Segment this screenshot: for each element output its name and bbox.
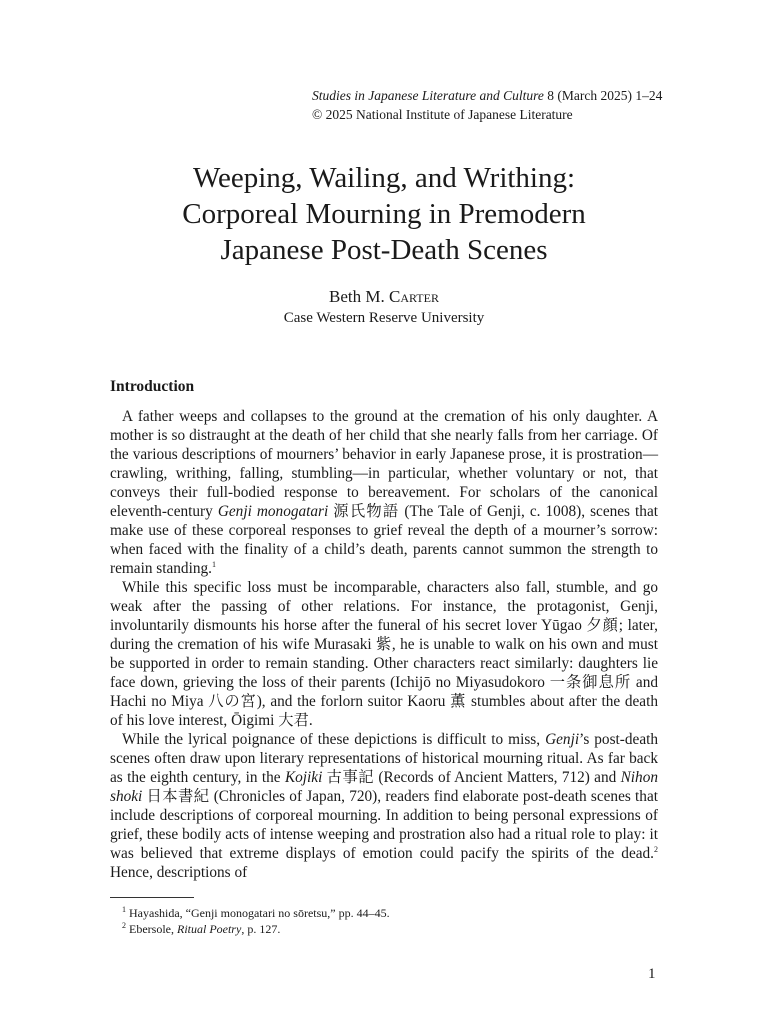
footnote-1 (122, 905, 390, 921)
footnote-2-text-b: , p. 127. (241, 922, 281, 936)
journal-issue: 8 (March 2025) 1–24 (543, 88, 663, 103)
p3-text-d: 日本書紀 (Chronicles of Japan, 720), readers find elaborate post-death scenes that include descriptions of corporeal mourning. In addition to being personal expressions of grief, these bodily acts of intense weeping and prostration also had a ritual role to play: it was believed that extreme displays of emotion could pacify the spirits of the dead. (110, 788, 658, 862)
p1-text-a: A father weeps and collapses to the ground at the cremation of his only daughter. A mother is so distraught at the death of her child that she nearly falls from her carriage. Of the various descriptions of mourners’ behavior in early Japanese prose, it is prostration—crawling, writhing, falling, stumbling—in particular, whether voluntary or not, that conveys their full-bodied response to bereavement. For scholars of the canonical eleventh-century (110, 408, 658, 520)
page-number: 1 (648, 966, 656, 982)
footnote-2-number: 2 (122, 921, 126, 930)
author-affiliation: Case Western Reserve University (283, 310, 485, 326)
p3-text-b: ’s post-death scenes often draw upon literary representations of historical mourning ritual. As far back as the eighth century, in the (110, 731, 659, 786)
title-line-2: Corporeal Mourning in Premodern (182, 198, 586, 230)
p3-italic-kojiki: Kojiki (284, 769, 323, 786)
paragraph-1 (110, 407, 658, 578)
footnote-2 (122, 921, 280, 937)
author-name (0, 286, 768, 308)
p1-text-b: 源氏物語 (The Tale of Genji, c. 1008), scenes that make use of these corporeal responses to grief reveal the depth of a mourner’s sorrow: when faced with the finality of a child’s death, parents cannot summon the strength to remain standing. (110, 503, 658, 577)
footnote-ref-1[interactable]: 1 (211, 559, 216, 569)
p3-italic-genji: Genji (545, 731, 580, 748)
p1-italic-title: Genji monogatari (217, 503, 329, 520)
p3-italic-nihon-shoki: Nihon shoki (110, 769, 659, 805)
title-line-3: Japanese Post-Death Scenes (220, 234, 548, 266)
p3-text-a: While the lyrical poignance of these depictions is difficult to miss, (122, 731, 546, 748)
footnote-2-italic: Ritual Poetry (176, 922, 242, 936)
p3-text-c: 古事記 (Records of Ancient Matters, 712) and (322, 769, 621, 786)
footnote-ref-2[interactable]: 2 (654, 844, 658, 854)
p3-text-e: Hence, descriptions of (110, 864, 248, 881)
author-given: Beth M. (329, 287, 390, 306)
title-line-1: Weeping, Wailing, and Writhing: (192, 162, 576, 194)
journal-name: Studies in Japanese Literature and Culture (312, 88, 544, 103)
section-heading: Introduction (110, 378, 195, 395)
paragraph-2: While this specific loss must be incomparable, characters also fall, stumble, and go weak after the passing of other relations. For instance, the protagonist, Genji, involuntarily dismounts his horse after the funeral of his secret lover Yūgao 夕顔; later, during the cremation of his wife Murasaki 紫, he is unable to walk on his own and must be supported in order to remain standing. Other characters react similarly: daughters lie face down, grieving the loss of their parents (Ichijō no Miyasudokoro 一条御息所 and Hachi no Miya 八の宮), and the forlorn suitor Kaoru 薫 stumbles about after the death of his love interest, Ōigimi 大君. (110, 579, 658, 729)
footnote-1-text: Hayashida, “Genji monogatari no sōretsu,” pp. 44–45. (126, 906, 390, 920)
footnote-rule (110, 897, 194, 898)
copyright-line: © 2025 National Institute of Japanese Literature (312, 107, 573, 122)
journal-header (312, 86, 662, 124)
article-title (0, 160, 768, 268)
body-text (110, 407, 658, 882)
journal-citation (312, 86, 662, 105)
author-surname: Carter (389, 287, 439, 306)
paragraph-3 (110, 730, 658, 882)
footnote-2-text-a: Ebersole, (126, 922, 177, 936)
footnote-1-number: 1 (122, 905, 126, 914)
